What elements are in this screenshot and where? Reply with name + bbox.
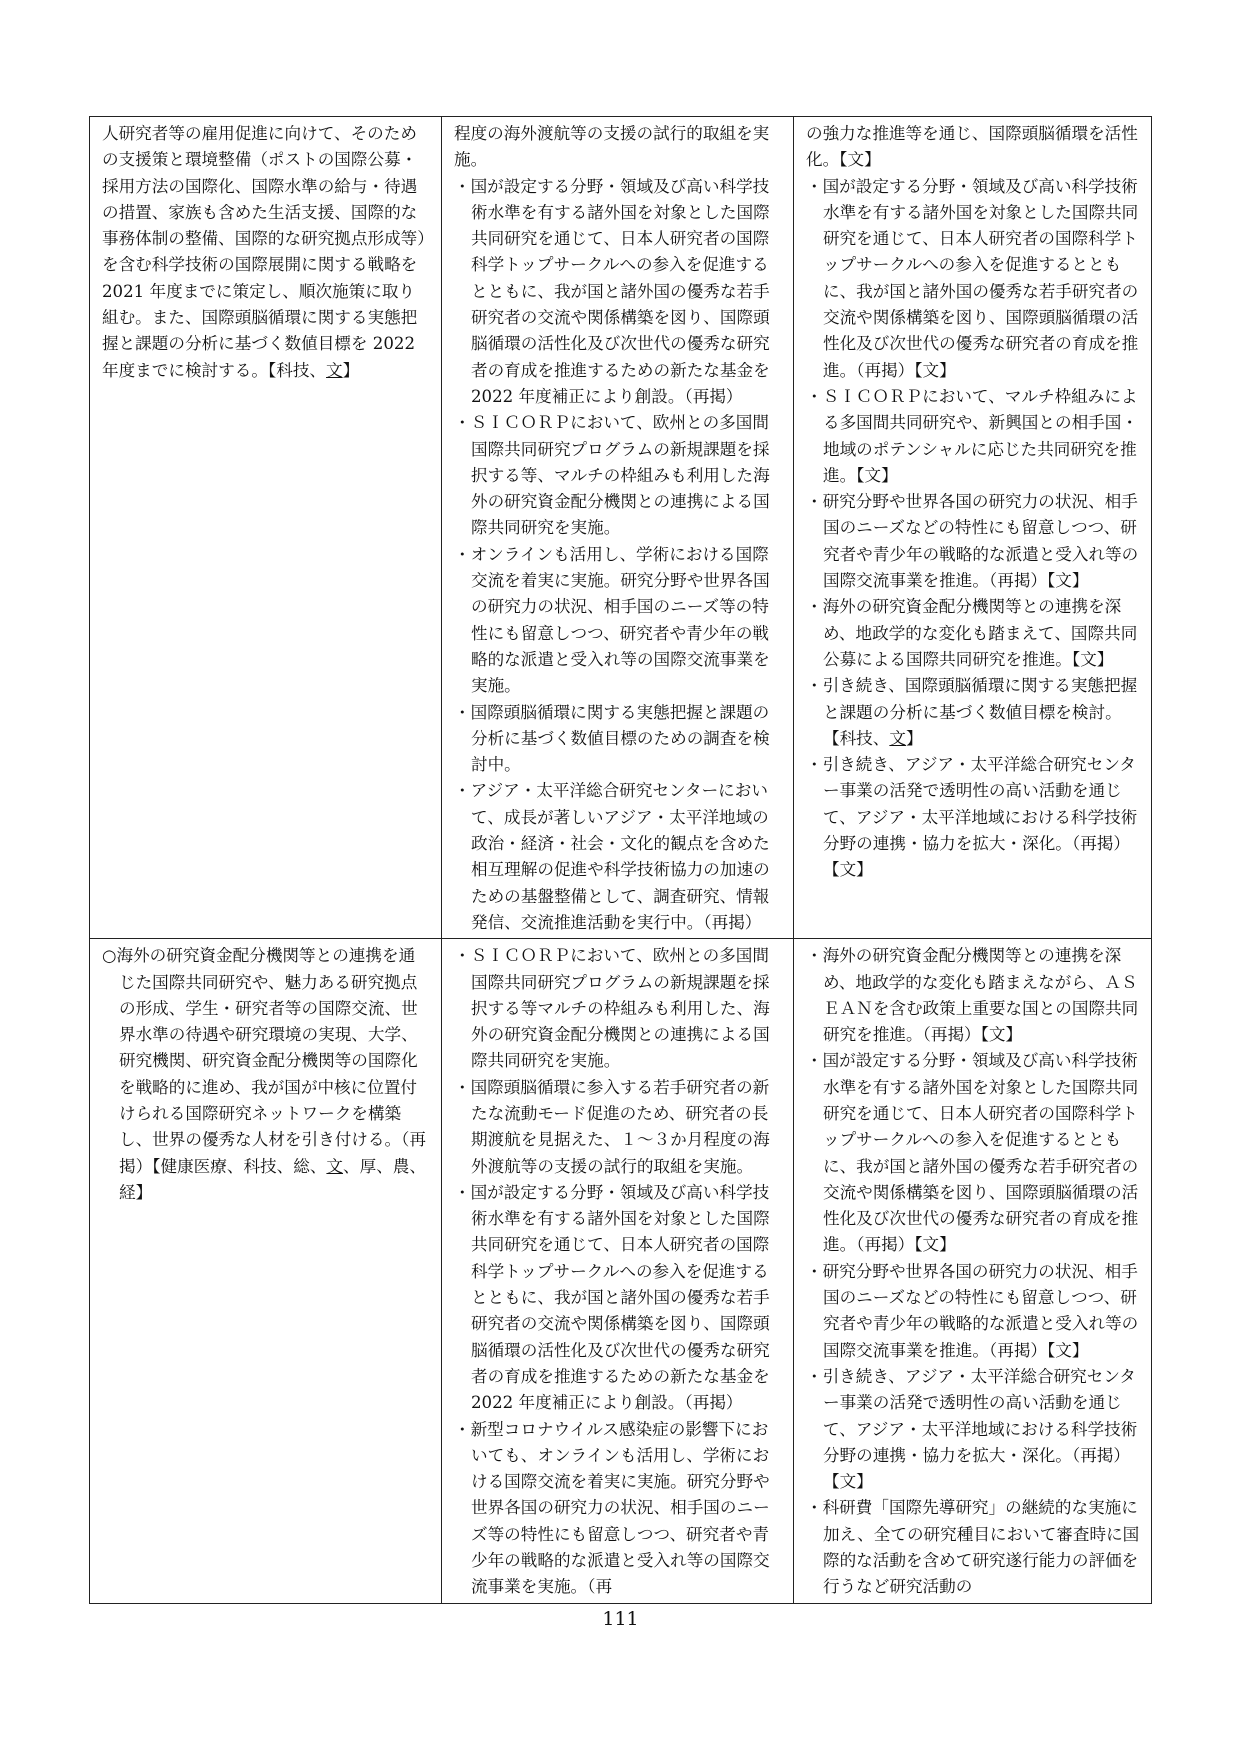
- underlined-ministry: 文: [326, 360, 343, 380]
- list-item: ・引き続き、アジア・太平洋総合研究センター事業の活発で透明性の高い活動を通じて、アジア・太平洋地域における科学技術分野の連携・協力を拡大・深化。（再掲）【文】: [806, 1366, 1138, 1492]
- list-item: ・アジア・太平洋総合研究センターにおいて、成長が著しいアジア・太平洋地域の政治・経済・社会・文化的観点を含めた相互理解の促進や科学技術協力の加速のための基盤整備として、調査研究、情報発信、交流推進活動を実行中。（再掲）: [454, 781, 770, 932]
- underlined-ministry: 文: [326, 1156, 344, 1176]
- list-item: ・オンラインも活用し、学術における国際交流を着実に実施。研究分野や世界各国の研究力の状況、相手国のニーズ等の特性にも留意しつつ、研究者や青少年の戦略的な派遣と受入れ等の国際交流事業を実施。: [454, 544, 770, 696]
- goal-cell: [90, 939, 442, 1603]
- list-item: ・引き続き、アジア・太平洋総合研究センター事業の活発で透明性の高い活動を通じて、アジア・太平洋地域における科学技術分野の連携・協力を拡大・深化。（再掲）【文】: [806, 755, 1138, 880]
- list-item: 程度の海外渡航等の支援の試行的取組を実施。: [454, 124, 770, 170]
- list-item: ・ＳＩＣＯＲＰにおいて、欧州との多国間国際共同研究プログラムの新規課題を採択する等、マルチの枠組みも利用した海外の研究資金配分機関との連携による国際共同研究を実施。: [454, 413, 770, 538]
- list-item: ・ＳＩＣＯＲＰにおいて、欧州との多国間国際共同研究プログラムの新規課題を採択する等マルチの枠組みも利用した、海外の研究資金配分機関との連携による国際共同研究を実施。: [454, 946, 770, 1071]
- underlined-ministry: 文: [889, 728, 906, 748]
- plan-cell: [794, 939, 1152, 1603]
- list-item: ・国が設定する分野・領域及び高い科学技術水準を有する諸外国を対象とした国際共同研究を通じて、日本人研究者の国際科学トップサークルへの参入を促進するとともに、我が国と諸外国の優秀な若手研究者の交流や関係構築を図り、国際頭脳循環の活性化及び次世代の優秀な研究者の育成を推進。（再掲）【文】: [806, 1051, 1139, 1255]
- table-row: [90, 117, 1152, 939]
- policy-table: [89, 116, 1152, 1604]
- page-number: 111: [602, 1608, 639, 1630]
- list-item: ・国が設定する分野・領域及び高い科学技術水準を有する諸外国を対象とした国際共同研究を通じて、日本人研究者の国際科学トップサークルへの参入を促進するとともに、我が国と諸外国の優秀な若手研究者の交流や関係構築を図り、国際頭脳循環の活性化及び次世代の優秀な研究者の育成を推進。（再掲）【文】: [806, 176, 1139, 380]
- list-item: ・国が設定する分野・領域及び高い科学技術水準を有する諸外国を対象とした国際共同研究を通じて、日本人研究者の国際科学トップサークルへの参入を促進するとともに、我が国と諸外国の優秀な若手研究者の交流や関係構築を図り、国際頭脳循環の活性化及び次世代の優秀な研究者の育成を推進するための新たな基金を 2022 年度補正により創設。（再掲）: [454, 176, 770, 406]
- list-item: ・研究分野や世界各国の研究力の状況、相手国のニーズなどの特性にも留意しつつ、研究者や青少年の戦略的な派遣と受入れ等の国際交流事業を推進。（再掲）【文】: [806, 1261, 1139, 1360]
- list-item: ・国が設定する分野・領域及び高い科学技術水準を有する諸外国を対象とした国際共同研究を通じて、日本人研究者の国際科学トップサークルへの参入を促進するとともに、我が国と諸外国の優秀な若手研究者の交流や関係構築を図り、国際頭脳循環の活性化及び次世代の優秀な研究者の育成を推進するための新たな基金を 2022 年度補正により創設。（再掲）: [454, 1182, 770, 1413]
- goal-cell: [90, 117, 442, 939]
- list-item: ・科研費「国際先導研究」の継続的な実施に加え、全ての研究種目において審査時に国際的な活動を含めて研究遂行能力の評価を行うなど研究活動の: [806, 1498, 1140, 1597]
- list-item: ・ＳＩＣＯＲＰにおいて、マルチ枠組みによる多国間共同研究や、新興国との相手国・地域のポテンシャルに応じた共同研究を推進。【文】: [806, 386, 1138, 485]
- progress-cell: [442, 117, 794, 939]
- plan-cell: [794, 117, 1152, 939]
- table-row: [90, 939, 1152, 1603]
- list-item: ・国際頭脳循環に参入する若手研究者の新たな流動モード促進のため、研究者の長期渡航を見据えた、１～３か月程度の海外渡航等の支援の試行的取組を実施。: [454, 1077, 770, 1176]
- list-item: ・海外の研究資金配分機関等との連携を深め、地政学的な変化も踏まえながら、ＡＳＥＡＮを含む政策上重要な国との国際共同研究を推進。（再掲）【文】: [806, 946, 1139, 1045]
- progress-cell: [442, 939, 794, 1603]
- list-item: ・新型コロナウイルス感染症の影響下においても、オンラインも活用し、学術における国際交流を着実に実施。研究分野や世界各国の研究力の状況、相手国のニーズ等の特性にも留意しつつ、研究者や青少年の戦略的な派遣と受入れ等の国際交流事業を実施。（再: [454, 1419, 770, 1597]
- list-item: の強力な推進等を通じ、国際頭脳循環を活性化。【文】: [806, 124, 1138, 170]
- list-item: ・国際頭脳循環に関する実態把握と課題の分析に基づく数値目標のための調査を検討中。: [454, 702, 770, 775]
- goal-text: ○海外の研究資金配分機関等との連携を通じた国際共同研究や、魅力ある研究拠点の形成、学生・研究者等の国際交流、世界水準の待遇や研究環境の実現、大学、研究機関、研究資金配分機関等の国際化を戦略的に進め、我が国が中核に位置付けられる国際研究ネットワークを構築し、世界の優秀な人材を引き付ける。（再掲）【健康医療、科技、総、文、厚、農、経】: [102, 946, 426, 1202]
- list-item: ・海外の研究資金配分機関等との連携を深め、地政学的な変化も踏まえて、国際共同公募による国際共同研究を推進。【文】: [806, 597, 1138, 669]
- list-item: ・引き続き、国際頭脳循環に関する実態把握と課題の分析に基づく数値目標を検討。【科技、文】: [806, 676, 1138, 748]
- list-item: ・研究分野や世界各国の研究力の状況、相手国のニーズなどの特性にも留意しつつ、研究者や青少年の戦略的な派遣と受入れ等の国際交流事業を推進。（再掲）【文】: [806, 492, 1139, 591]
- goal-text: 人研究者等の雇用促進に向けて、そのための支援策と環境整備（ポストの国際公募・採用方法の国際化、国際水準の給与・待遇の措置、家族も含めた生活支援、国際的な事務体制の整備、国際的な研究拠点形成等）を含む科学技術の国際展開に関する戦略を 2021 年度までに策定し、順次施策に取り組む。また、国際頭脳循環に関する実態把握と課題の分析に基づく数値目標を 2022 年度までに検討する。【科技、文】: [102, 124, 426, 380]
